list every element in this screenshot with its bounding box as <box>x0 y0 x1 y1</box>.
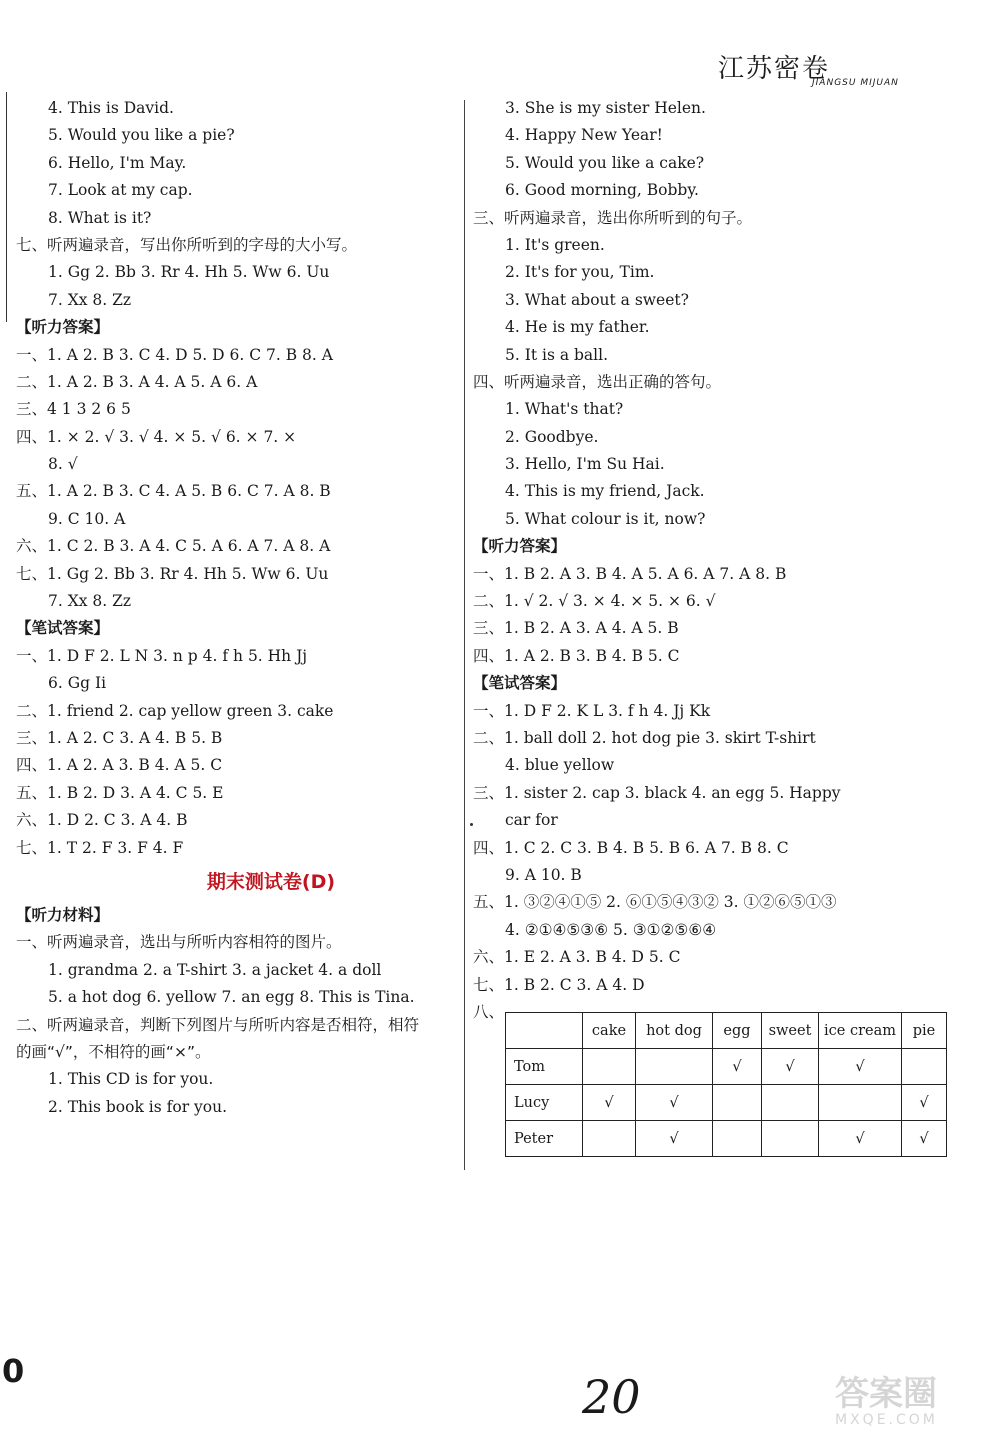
table-cell <box>713 1121 762 1157</box>
text-line: 二、1. friend 2. cap yellow green 3. cake <box>16 701 334 720</box>
table-row <box>506 1121 947 1157</box>
exam-section-title: 期末测试卷(D) <box>206 870 336 893</box>
text-line: 7. Xx 8. Zz <box>48 592 132 611</box>
text-line: 四、1. A 2. B 3. B 4. B 5. C <box>473 646 680 665</box>
text-line: 二、1. √ 2. √ 3. × 4. × 5. × 6. √ <box>473 592 716 611</box>
watermark-logo <box>835 1376 985 1436</box>
question-instruction: 七、听两遍录音，写出你所听到的字母的大小写。 <box>16 235 358 254</box>
text-line: 2. This book is for you. <box>48 1097 228 1116</box>
table-cell <box>902 1049 947 1085</box>
text-line: 四、1. × 2. √ 3. √ 4. × 5. √ 6. × 7. × <box>16 427 297 446</box>
section-heading: 【听力材料】 <box>16 905 110 924</box>
table-row-label: Tom <box>506 1049 583 1085</box>
table-header-cell: pie <box>902 1013 947 1049</box>
table-cell <box>583 1049 636 1085</box>
text-line: 8. What is it? <box>48 208 152 227</box>
table-header-cell <box>506 1013 583 1049</box>
table-header-cell: sweet <box>762 1013 819 1049</box>
handwritten-note: 20 <box>582 1370 641 1424</box>
table-cell <box>819 1085 902 1121</box>
table-cell: √ <box>636 1085 713 1121</box>
text-line: 4. He is my father. <box>505 318 650 337</box>
table-cell: √ <box>819 1049 902 1085</box>
text-line: 六、1. E 2. A 3. B 4. D 5. C <box>473 948 681 967</box>
table-cell <box>636 1049 713 1085</box>
text-line: 五、1. ③②④①⑤ 2. ⑥①⑤④③② 3. ①②⑥⑤①③ <box>473 893 837 912</box>
text-line: 3. Hello, I'm Su Hai. <box>505 455 665 474</box>
text-line: 六、1. D 2. C 3. A 4. B <box>16 811 188 830</box>
page-number: 0 <box>2 1352 25 1390</box>
table-cell <box>762 1121 819 1157</box>
brand-logo <box>718 40 928 100</box>
text-line: 一、1. D F 2. L N 3. n p 4. f h 5. Hh Jj <box>16 646 308 665</box>
text-line: 三、1. sister 2. cap 3. black 4. an egg 5. Happy <box>473 783 841 802</box>
text-line: 1. Gg 2. Bb 3. Rr 4. Hh 5. Ww 6. Uu <box>48 263 330 282</box>
text-line: 5. Would you like a pie? <box>48 126 235 145</box>
text-line: 七、1. T 2. F 3. F 4. F <box>16 838 184 857</box>
table-header-cell: hot dog <box>636 1013 713 1049</box>
table-row <box>506 1049 947 1085</box>
table-header-cell: cake <box>583 1013 636 1049</box>
table-cell <box>713 1085 762 1121</box>
question-instruction: 一、听两遍录音，选出与所听内容相符的图片。 <box>16 933 342 952</box>
table-cell: √ <box>902 1121 947 1157</box>
text-line: 8. √ <box>48 455 78 474</box>
text-line: 一、1. B 2. A 3. B 4. A 5. A 6. A 7. A 8. B <box>473 564 787 583</box>
text-line: 4. This is my friend, Jack. <box>505 482 705 501</box>
text-line: 9. C 10. A <box>48 509 126 528</box>
text-line: 三、4 1 3 2 6 5 <box>16 400 131 419</box>
brand-subtitle: JIANGSU MIJUAN <box>812 78 899 88</box>
text-line: 3. She is my sister Helen. <box>505 99 706 117</box>
section-heading: 【笔试答案】 <box>16 619 110 638</box>
table-cell <box>583 1121 636 1157</box>
text-line: 七、1. B 2. C 3. A 4. D <box>473 975 645 994</box>
section-heading: 【笔试答案】 <box>473 674 567 693</box>
table-header-row <box>506 1013 947 1049</box>
text-line: 一、1. D F 2. K L 3. f h 4. Jj Kk <box>473 701 711 720</box>
text-line: 9. A 10. B <box>505 865 582 884</box>
table-row <box>506 1085 947 1121</box>
question-instruction: 的画“√”，不相符的画“×”。 <box>16 1042 211 1061</box>
table-cell: √ <box>762 1049 819 1085</box>
watermark-url: MXQE.COM <box>835 1412 938 1428</box>
table-cell: √ <box>902 1085 947 1121</box>
text-line: 1. What's that? <box>505 400 624 419</box>
text-line: 5. a hot dog 6. yellow 7. an egg 8. This is Tina. <box>48 988 415 1007</box>
text-line: 1. This CD is for you. <box>48 1070 214 1089</box>
brand-title: 江苏密卷 <box>718 54 831 84</box>
watermark-text: 答案圈 <box>835 1374 937 1414</box>
margin-rule <box>6 92 7 322</box>
text-line: 2. It's for you, Tim. <box>505 263 655 282</box>
text-line: 5. It is a ball. <box>505 345 609 364</box>
question-instruction: 四、听两遍录音，选出正确的答句。 <box>473 372 722 391</box>
text-line: 7. Look at my cap. <box>48 181 193 200</box>
text-line: 三、1. B 2. A 3. A 4. A 5. B <box>473 619 679 638</box>
table-cell: √ <box>636 1121 713 1157</box>
section-heading: 【听力答案】 <box>16 318 110 337</box>
text-line: 6. Hello, I'm May. <box>48 153 187 172</box>
section-heading: 【听力答案】 <box>473 537 567 556</box>
text-line: 7. Xx 8. Zz <box>48 290 132 309</box>
text-line: 七、1. Gg 2. Bb 3. Rr 4. Hh 5. Ww 6. Uu <box>16 564 329 583</box>
text-line: 一、1. A 2. B 3. C 4. D 5. D 6. C 7. B 8. A <box>16 345 333 364</box>
table-row-label: Lucy <box>506 1085 583 1121</box>
table-cell: √ <box>819 1121 902 1157</box>
text-line: 四、1. C 2. C 3. B 4. B 5. B 6. A 7. B 8. C <box>473 838 789 857</box>
text-line: 4. This is David. <box>48 99 174 117</box>
text-line: 四、1. A 2. A 3. B 4. A 5. C <box>16 756 223 775</box>
text-line: 5. Would you like a cake? <box>505 153 705 172</box>
question-instruction: 二、听两遍录音，判断下列图片与所听内容是否相符，相符 <box>16 1015 420 1034</box>
text-line: 三、1. A 2. C 3. A 4. B 5. B <box>16 728 223 747</box>
answer-table <box>505 1012 947 1157</box>
text-line: 二、1. ball doll 2. hot dog pie 3. skirt T-shirt <box>473 728 816 747</box>
table-row-label: Peter <box>506 1121 583 1157</box>
table-header-cell: egg <box>713 1013 762 1049</box>
text-line: 5. What colour is it, now? <box>505 509 706 528</box>
text-line: 3. What about a sweet? <box>505 290 689 309</box>
text-line: 五、1. A 2. B 3. C 4. A 5. B 6. C 7. A 8. B <box>16 482 331 501</box>
text-line: 6. Good morning, Bobby. <box>505 181 699 200</box>
text-line: 六、1. C 2. B 3. A 4. C 5. A 6. A 7. A 8. A <box>16 537 331 556</box>
text-line: 4. ②①④⑤③⑥ 5. ③①②⑤⑥④ <box>505 920 717 939</box>
text-line: 4. Happy New Year! <box>505 126 663 145</box>
table-cell: √ <box>713 1049 762 1085</box>
right-column <box>473 95 923 1026</box>
table-cell: √ <box>583 1085 636 1121</box>
text-line: 2. Goodbye. <box>505 427 599 446</box>
text-line: 二、1. A 2. B 3. A 4. A 5. A 6. A <box>16 372 258 391</box>
text-line: car for <box>505 811 558 830</box>
text-line: 五、1. B 2. D 3. A 4. C 5. E <box>16 783 224 802</box>
text-line: 6. Gg Ii <box>48 674 107 693</box>
question-instruction: 三、听两遍录音，选出你所听到的句子。 <box>473 208 753 227</box>
table-header-cell: ice cream <box>819 1013 902 1049</box>
text-line: 4. blue yellow <box>505 756 615 775</box>
text-line: 八、 <box>473 1002 505 1021</box>
text-line: 1. grandma 2. a T-shirt 3. a jacket 4. a doll <box>48 960 382 979</box>
text-line: 1. It's green. <box>505 235 605 254</box>
table-cell <box>762 1085 819 1121</box>
left-column <box>16 95 466 1121</box>
